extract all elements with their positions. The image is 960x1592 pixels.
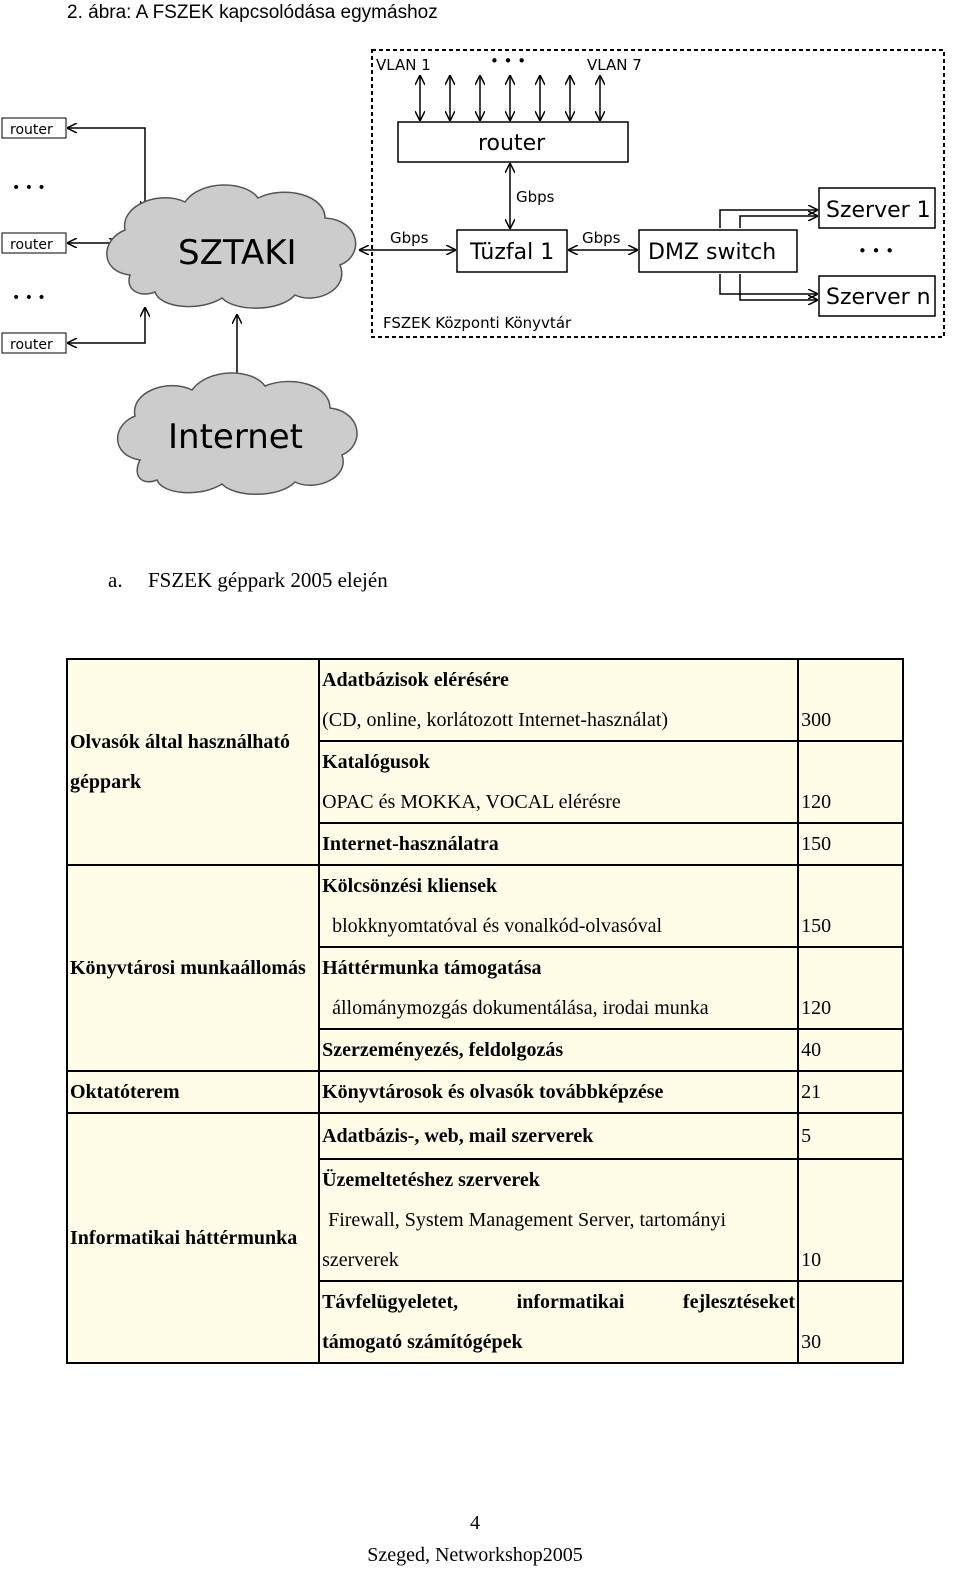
svg-text:router: router bbox=[10, 237, 53, 253]
row-desc: Kölcsönzési kliensek blokknyomtatóval és vonalkód-olvasóval bbox=[319, 865, 798, 947]
server-dots: • • • bbox=[858, 242, 895, 260]
network-diagram bbox=[0, 40, 960, 510]
table-row bbox=[67, 865, 903, 947]
table-row bbox=[67, 1071, 903, 1113]
szerver-n-box bbox=[819, 276, 935, 316]
row-count: 150 bbox=[798, 865, 903, 947]
gbps-label-1: Gbps bbox=[390, 229, 429, 247]
svg-text:DMZ switch: DMZ switch bbox=[648, 240, 777, 265]
dots-left-1: • • • bbox=[12, 180, 46, 196]
category-oktatoterem: Oktatóterem bbox=[67, 1071, 319, 1113]
row-desc: Katalógusok OPAC és MOKKA, VOCAL elérésre bbox=[319, 741, 798, 823]
dots-left-2: • • • bbox=[12, 290, 46, 306]
row-desc: Adatbázis-, web, mail szerverek bbox=[319, 1113, 798, 1159]
row-count: 150 bbox=[798, 823, 903, 865]
szerver-1-box bbox=[819, 188, 935, 228]
row-count: 30 bbox=[798, 1281, 903, 1363]
category-konyvtarosi: Könyvtárosi munkaállomás bbox=[67, 865, 319, 1071]
row-desc: Adatbázisok elérésére (CD, online, korlátozott Internet-használat) bbox=[319, 659, 798, 741]
row-desc: Háttérmunka támogatása állománymozgás dokumentálása, irodai munka bbox=[319, 947, 798, 1029]
row-count: 300 bbox=[798, 659, 903, 741]
row-desc: Internet-használatra bbox=[319, 823, 798, 865]
section-title bbox=[108, 568, 388, 593]
dmz-switch-box bbox=[639, 230, 797, 272]
gbps-label-3: Gbps bbox=[582, 229, 621, 247]
row-count: 5 bbox=[798, 1113, 903, 1159]
router-left-1 bbox=[2, 118, 66, 138]
svg-text:Tüzfal 1: Tüzfal 1 bbox=[470, 240, 555, 265]
row-desc: Távfelügyeletet, informatikai fejlesztéseket támogató számítógépek bbox=[319, 1281, 798, 1363]
page-number: 4 bbox=[470, 1512, 480, 1534]
svg-text:SZTAKI: SZTAKI bbox=[178, 233, 297, 273]
kozponti-label: FSZEK Központi Könyvtár bbox=[383, 314, 572, 332]
category-informatikai: Informatikai háttérmunka bbox=[67, 1113, 319, 1363]
vlan-links bbox=[420, 76, 600, 120]
svg-text:Szerver 1: Szerver 1 bbox=[826, 198, 931, 223]
table-row bbox=[67, 1113, 903, 1159]
section-number: a. bbox=[108, 568, 123, 592]
row-count: 40 bbox=[798, 1029, 903, 1071]
internet-cloud bbox=[118, 373, 357, 494]
gbps-label-2: Gbps bbox=[516, 188, 555, 206]
row-count: 120 bbox=[798, 741, 903, 823]
router-left-2 bbox=[2, 233, 66, 253]
svg-text:Szerver n: Szerver n bbox=[826, 285, 931, 310]
vlan1-label: VLAN 1 bbox=[376, 56, 431, 74]
svg-text:router: router bbox=[10, 122, 53, 138]
vlan7-label: VLAN 7 bbox=[587, 56, 642, 74]
footer-event: Szeged, Networkshop2005 bbox=[367, 1544, 583, 1566]
router-main bbox=[398, 122, 628, 162]
category-olvasok: Olvasók által használható géppark bbox=[67, 659, 319, 865]
row-desc: Könyvtárosok és olvasók továbbképzése bbox=[319, 1071, 798, 1113]
geppark-table bbox=[66, 658, 904, 1364]
svg-text:Internet: Internet bbox=[168, 417, 304, 457]
svg-text:router: router bbox=[478, 131, 546, 156]
row-desc: Szerzeményezés, feldolgozás bbox=[319, 1029, 798, 1071]
router-left-3 bbox=[2, 333, 66, 353]
row-count: 21 bbox=[798, 1071, 903, 1113]
svg-text:router: router bbox=[10, 337, 53, 353]
table-row bbox=[67, 659, 903, 741]
section-text: FSZEK géppark 2005 elején bbox=[148, 568, 388, 592]
tuzfal-box bbox=[457, 230, 567, 272]
row-count: 120 bbox=[798, 947, 903, 1029]
sztaki-cloud bbox=[107, 185, 356, 308]
vlan-dots: • • • bbox=[490, 52, 527, 70]
row-count: 10 bbox=[798, 1159, 903, 1281]
row-desc: Üzemeltetéshez szerverek Firewall, System Management Server, tartományi szerverek bbox=[319, 1159, 798, 1281]
figure-caption: 2. ábra: A FSZEK kapcsolódása egymáshoz bbox=[67, 2, 438, 23]
